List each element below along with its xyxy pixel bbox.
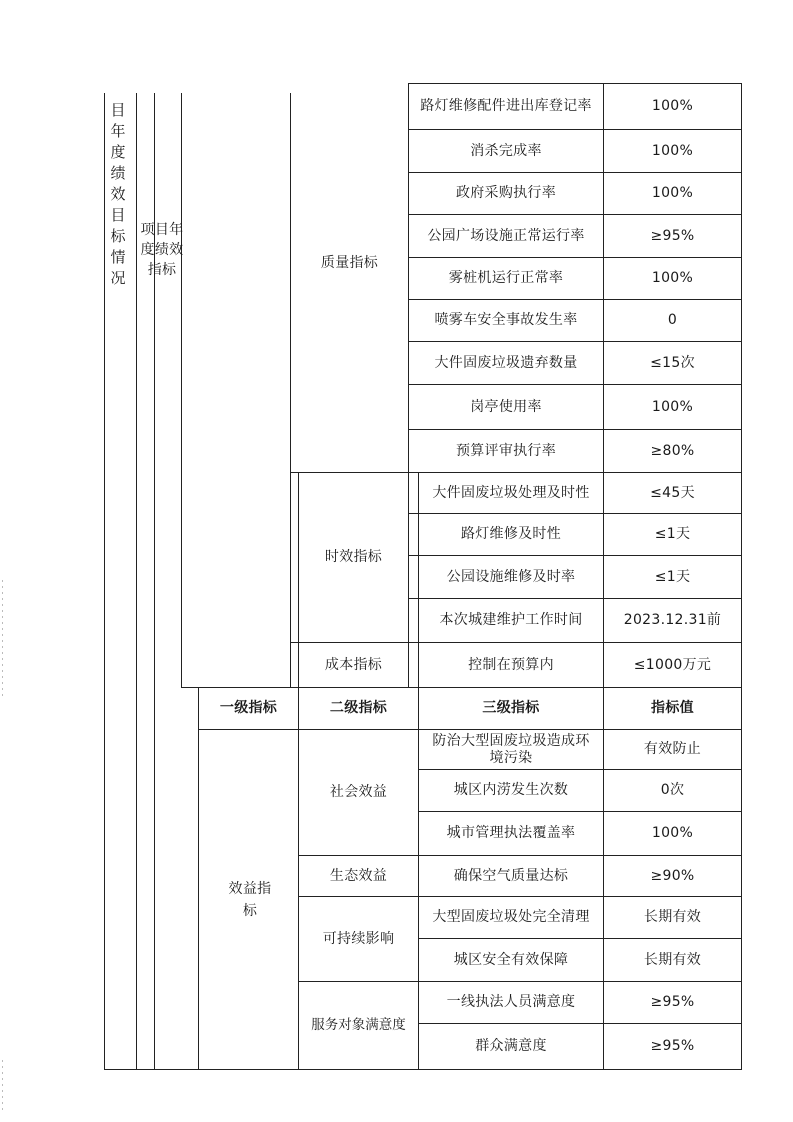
satisfaction-row-indicator: 群众满意度 [475,1038,547,1054]
table-line [181,93,182,687]
timeliness-row-value: ≤1天 [654,568,691,585]
header-level3: 三级指标 [482,700,540,716]
section-label: 目年度绩效目标情况 [110,101,126,287]
quality-row-indicator: 岗亭使用率 [470,398,542,415]
header-level1: 一级指标 [219,700,278,716]
table-border-bottom [104,1069,742,1070]
table-border-left [104,93,105,1070]
sustainable-impact-label: 可持续影响 [322,930,395,947]
quality-row-value: 100% [651,270,694,286]
social-row-indicator: 城区内涝发生次数 [453,782,569,798]
sustainable-row-value: 长期有效 [643,951,702,968]
timeliness-row-indicator: 公园设施维修及时率 [446,568,576,585]
cost-row-value: ≤1000万元 [633,656,712,673]
social-row-value: 有效防止 [643,741,702,757]
quality-row-indicator: 雾桩机运行正常率 [448,270,564,286]
sustainable-row-indicator: 大型固废垃圾处完全清理 [432,909,590,925]
quality-row-indicator: 消杀完成率 [470,142,542,159]
timeliness-row-indicator: 路灯维修及时性 [460,526,562,542]
sustainable-row-indicator: 城区安全有效保障 [453,951,569,968]
table-line [198,687,199,1070]
quality-row-indicator: 政府采购执行率 [455,185,557,201]
sustainable-row-value: 长期有效 [643,909,702,925]
ecological-benefit-label: 生态效益 [329,867,388,884]
benefit-indicator-label: 效益指标 [228,881,272,919]
table-line [290,93,291,687]
quality-row-indicator: 公园广场设施正常运行率 [427,227,585,244]
satisfaction-row-value: ≥95% [650,1038,695,1054]
timeliness-row-value: 2023.12.31前 [623,612,722,628]
satisfaction-label: 服务对象满意度 [311,1017,406,1033]
quality-row-value: ≤15次 [650,354,695,371]
table-line [136,93,137,1070]
timeliness-row-value: ≤45天 [650,484,695,501]
social-row-value: 0次 [660,782,685,798]
quality-row-indicator: 预算评审执行率 [455,442,557,459]
timeliness-row-value: ≤1天 [654,526,691,542]
scan-artifact [2,580,3,700]
cost-indicator-label: 成本指标 [324,656,383,673]
ecological-row-value: ≥90% [650,867,695,884]
quality-row-value: 100% [651,142,694,159]
quality-row-value: ≥80% [650,442,695,459]
quality-row-value: ≥95% [650,227,695,244]
project-label: 项目年度绩效指标 [140,222,184,278]
quality-indicator-label: 质量指标 [320,254,379,271]
satisfaction-row-indicator: 一线执法人员满意度 [446,994,576,1010]
cost-row-indicator: 控制在预算内 [468,656,554,673]
quality-row-value: 100% [651,398,694,415]
social-row-indicator: 防治大型固废垃圾造成环境污染 [432,732,590,766]
quality-row-value: 0 [667,312,678,328]
scan-artifact [2,1060,3,1110]
social-row-indicator: 城市管理执法覆盖率 [446,825,576,841]
ecological-row-indicator: 确保空气质量达标 [453,867,569,884]
quality-row-value: 100% [651,185,694,201]
satisfaction-row-value: ≥95% [650,994,695,1010]
quality-row-indicator: 大件固废垃圾遗弃数量 [434,354,578,371]
social-benefit-label: 社会效益 [329,784,388,800]
timeliness-row-indicator: 大件固废垃圾处理及时性 [432,484,590,501]
social-row-value: 100% [651,825,694,841]
quality-row-indicator: 喷雾车安全事故发生率 [434,312,578,328]
timeliness-row-indicator: 本次城建维护工作时间 [439,612,583,628]
quality-row-indicator: 路灯维修配件进出库登记率 [420,98,592,114]
header-value: 指标值 [651,700,694,716]
table-border-right [741,83,742,1070]
quality-row-value: 100% [651,98,694,114]
header-level2: 二级指标 [329,700,388,716]
timeliness-indicator-label: 时效指标 [324,549,383,565]
